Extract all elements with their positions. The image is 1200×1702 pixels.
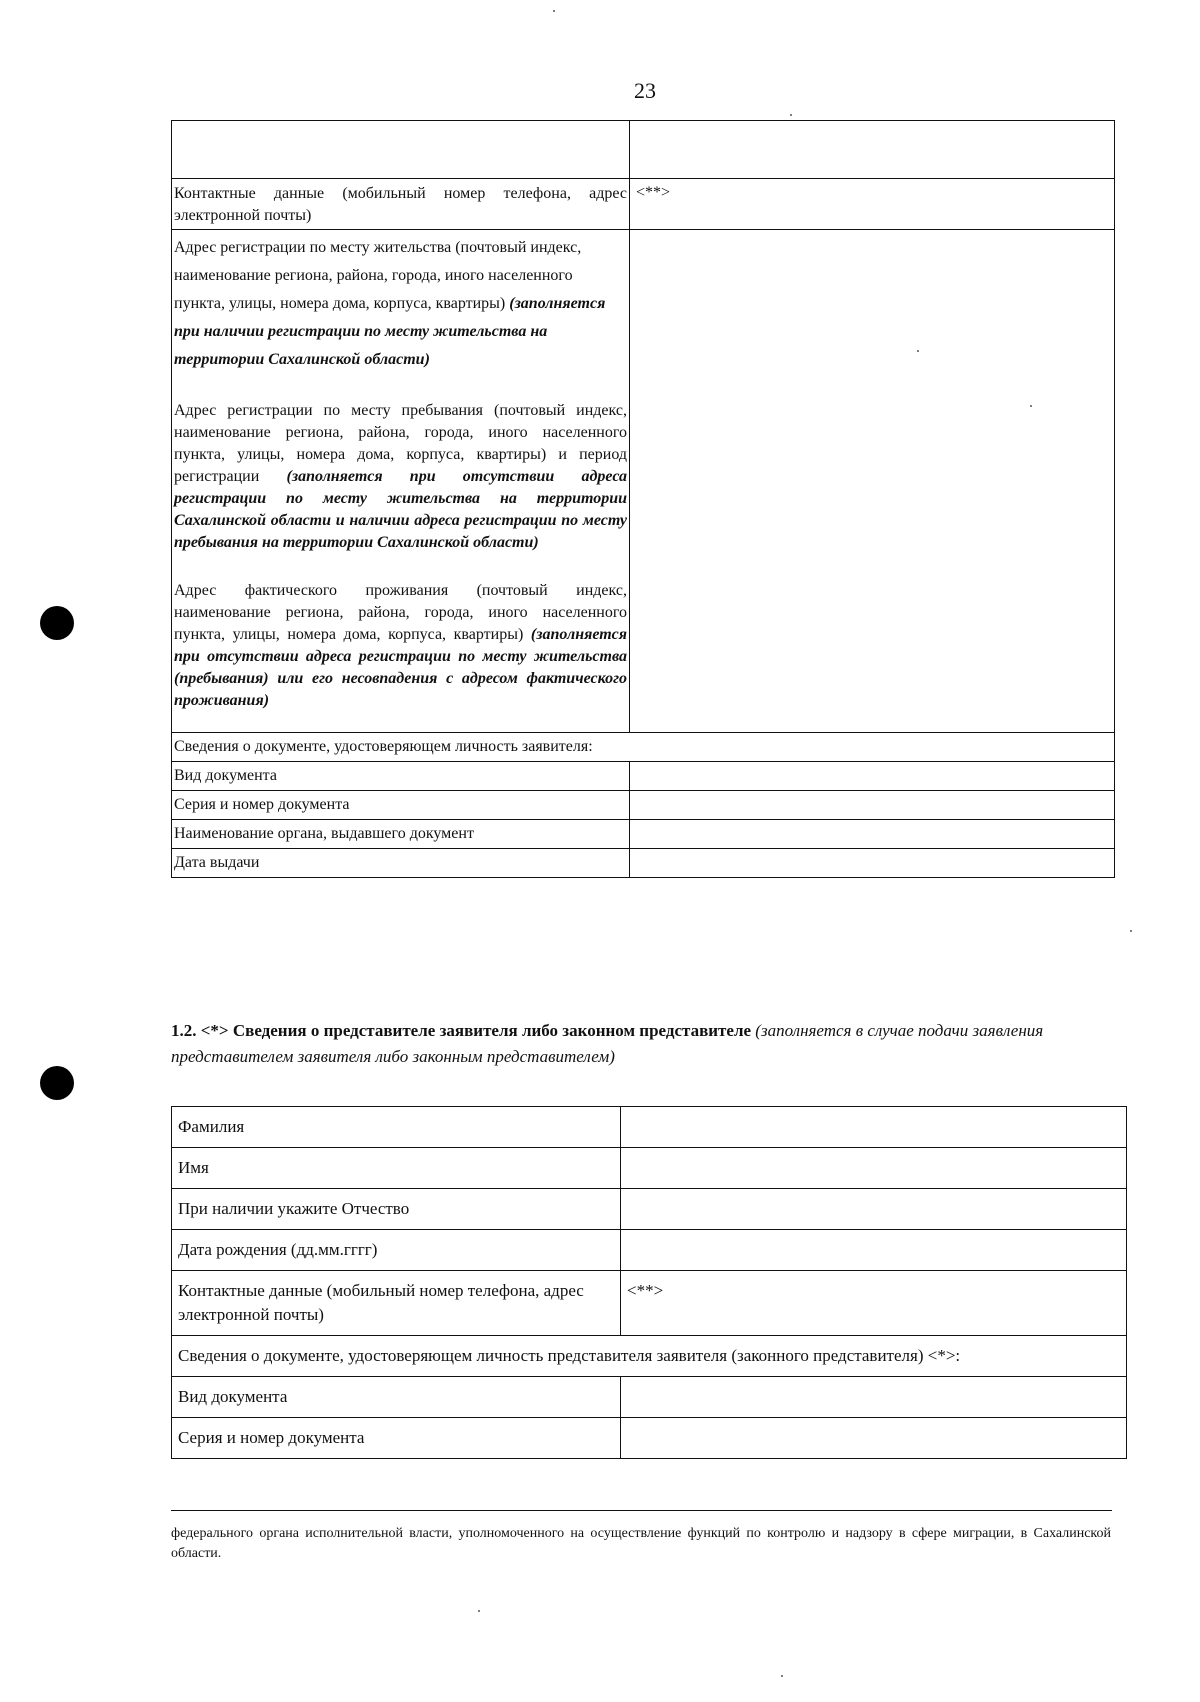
actual-address-block — [174, 580, 627, 712]
table-row — [172, 1107, 1127, 1148]
reg-residence-label: Адрес регистрации по месту жительства (почтовый индекс, наименование региона, района, города, иного населенного пункта, улицы, номера дома, корпуса, квартиры) — [174, 239, 582, 312]
punch-hole-mark — [40, 1066, 74, 1100]
section-title-note: (заполняется в случае подачи заявления представителем заявителя либо законным представителем) — [171, 1021, 1044, 1066]
reg-stay-label: Адрес регистрации по месту пребывания (почтовый индекс, наименование региона, района, города, иного населенного пункта, улицы, номера дома, корпуса, квартиры) и период регистрации — [174, 402, 627, 485]
scan-speck — [1130, 930, 1132, 932]
doc-issuer-value — [630, 820, 1115, 849]
doc-series-value — [621, 1418, 1127, 1459]
patronymic-value — [621, 1189, 1127, 1230]
doc-issuer-label: Наименование органа, выдавшего документ — [172, 820, 630, 849]
table-row — [172, 230, 1115, 733]
table-row — [172, 1189, 1127, 1230]
doc-date-label: Дата выдачи — [172, 849, 630, 878]
table-row — [172, 849, 1115, 878]
scan-speck — [553, 10, 555, 12]
reg-residence-block — [174, 234, 627, 374]
reg-stay-note: (заполняется при отсутствии адреса регистрации по месту жительства на территории Сахалинской области и наличии адреса регистрации по месту пребывания на территории Сахалинской области) — [174, 468, 627, 551]
patronymic-label: При наличии укажите Отчество — [172, 1189, 621, 1230]
punch-hole-mark — [40, 606, 74, 640]
table-row — [172, 1230, 1127, 1271]
empty-cell — [630, 121, 1115, 179]
page-number: 23 — [634, 78, 656, 103]
contact-value: <**> — [630, 179, 1115, 230]
table-row — [172, 820, 1115, 849]
scan-speck — [917, 350, 919, 352]
scan-speck — [478, 1610, 480, 1612]
address-cell — [172, 230, 630, 733]
doc-date-value — [630, 849, 1115, 878]
table-row — [172, 1336, 1127, 1377]
contact-label: Контактные данные (мобильный номер телефона, адрес электронной почты) — [172, 1271, 621, 1336]
doc-type-label: Вид документа — [172, 1377, 621, 1418]
doc-type-label: Вид документа — [172, 762, 630, 791]
footnote: федерального органа исполнительной власти, уполномоченного на осуществление функций по контролю и надзору в сфере миграции, в Сахалинской области. — [171, 1526, 1111, 1561]
empty-cell — [172, 121, 630, 179]
address-value-cell — [630, 230, 1115, 733]
contact-label: Контактные данные (мобильный номер телефона, адрес электронной почты) — [172, 179, 630, 230]
doc-type-value — [630, 762, 1115, 791]
section-number: 1.2. — [171, 1021, 197, 1040]
doc-series-label: Серия и номер документа — [172, 1418, 621, 1459]
table-row — [172, 733, 1115, 762]
scan-speck — [790, 114, 792, 116]
surname-value — [621, 1107, 1127, 1148]
doc-series-label: Серия и номер документа — [172, 791, 630, 820]
surname-label: Фамилия — [172, 1107, 621, 1148]
reg-residence-note: (заполняется при наличии регистрации по месту жительства на территории Сахалинской области) — [174, 295, 606, 368]
scan-speck — [781, 1675, 783, 1677]
actual-address-label: Адрес фактического проживания (почтовый индекс, наименование региона, района, города, иного населенного пункта, улицы, номера дома, корпуса, квартиры) — [174, 582, 627, 643]
actual-address-note: (заполняется при отсутствии адреса регистрации по месту жительства (пребывания) или его несовпадения с адресом фактического проживания) — [174, 626, 628, 709]
doc-series-value — [630, 791, 1115, 820]
table-row — [172, 1148, 1127, 1189]
applicant-table — [171, 120, 1115, 878]
representative-table — [171, 1106, 1127, 1459]
name-label: Имя — [172, 1148, 621, 1189]
contact-value: <**> — [621, 1271, 1127, 1336]
id-doc-header: Сведения о документе, удостоверяющем личность представителя заявителя (законного представителя) <*>: — [172, 1336, 1127, 1377]
id-doc-header: Сведения о документе, удостоверяющем личность заявителя: — [172, 733, 1115, 762]
section-title-bold: <*> Сведения о представителе заявителя либо законном представителе — [200, 1021, 752, 1040]
section-1-2-heading — [171, 1018, 1075, 1070]
table-row — [172, 121, 1115, 179]
footnote-divider — [171, 1510, 1112, 1511]
scan-speck — [1030, 405, 1032, 407]
doc-type-value — [621, 1377, 1127, 1418]
reg-stay-block — [174, 400, 627, 554]
birth-date-value — [621, 1230, 1127, 1271]
name-value — [621, 1148, 1127, 1189]
table-row — [172, 1377, 1127, 1418]
table-row — [172, 1271, 1127, 1336]
table-row — [172, 762, 1115, 791]
table-row — [172, 1418, 1127, 1459]
birth-date-label: Дата рождения (дд.мм.гггг) — [172, 1230, 621, 1271]
table-row — [172, 179, 1115, 230]
table-row — [172, 791, 1115, 820]
